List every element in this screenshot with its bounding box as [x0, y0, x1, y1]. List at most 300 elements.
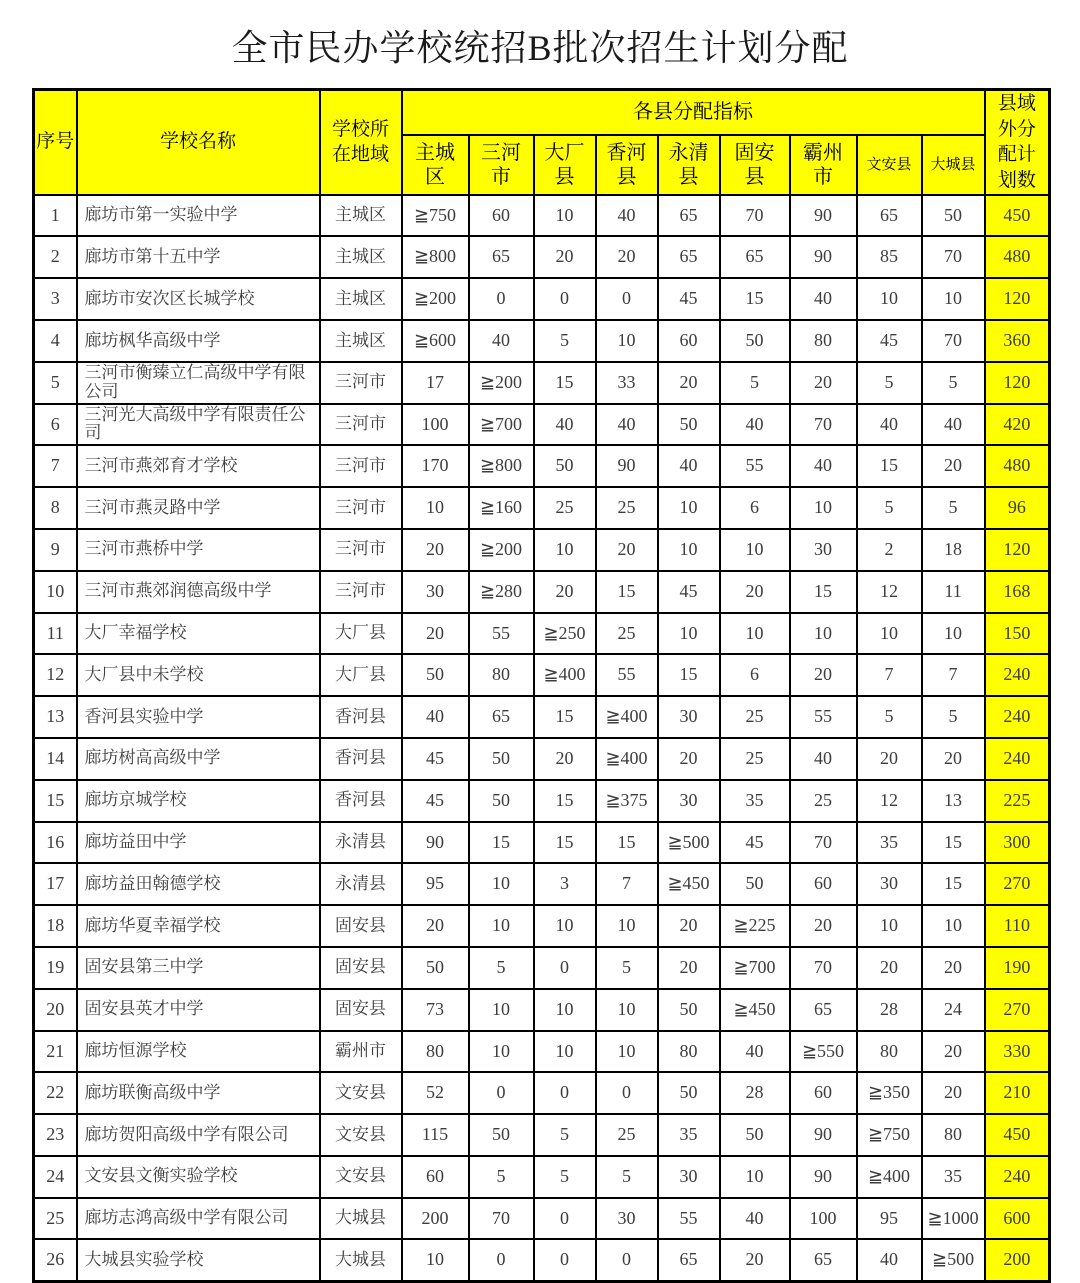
value-cell: 40 — [857, 404, 922, 446]
value-cell: ≧280 — [469, 571, 534, 613]
value-cell: 20 — [720, 1239, 790, 1281]
table-row — [34, 195, 1050, 237]
serial-cell: 15 — [34, 780, 77, 822]
plan-cell: 480 — [985, 445, 1050, 487]
value-cell: 25 — [790, 780, 857, 822]
value-cell: 0 — [469, 278, 534, 320]
serial-cell: 14 — [34, 738, 77, 780]
value-cell: ≧800 — [402, 236, 469, 278]
table-row — [34, 863, 1050, 905]
table-row — [34, 1114, 1050, 1156]
value-cell: 20 — [402, 905, 469, 947]
value-cell: 20 — [402, 613, 469, 655]
value-cell: 10 — [922, 905, 985, 947]
value-cell: 40 — [658, 445, 720, 487]
value-cell: 30 — [596, 1198, 658, 1240]
value-cell: 65 — [658, 195, 720, 237]
value-cell: 90 — [790, 195, 857, 237]
serial-cell: 3 — [34, 278, 77, 320]
value-cell: 10 — [922, 278, 985, 320]
value-cell: 25 — [596, 1114, 658, 1156]
plan-cell: 150 — [985, 613, 1050, 655]
header-county-5: 固安县 — [720, 135, 790, 195]
value-cell: 30 — [658, 780, 720, 822]
value-cell: 28 — [857, 989, 922, 1031]
school-name-cell: 廊坊华夏幸福学校 — [77, 905, 320, 947]
value-cell: 15 — [534, 362, 596, 404]
value-cell: 40 — [469, 320, 534, 362]
value-cell: 5 — [857, 362, 922, 404]
school-name-cell: 三河市燕郊育才学校 — [77, 445, 320, 487]
value-cell: 40 — [790, 738, 857, 780]
region-cell: 大厂县 — [320, 613, 402, 655]
header-county-2: 大厂县 — [534, 135, 596, 195]
value-cell: 6 — [720, 654, 790, 696]
value-cell: 55 — [596, 654, 658, 696]
table-row — [34, 905, 1050, 947]
region-cell: 主城区 — [320, 278, 402, 320]
table-header — [34, 90, 1050, 195]
serial-cell: 20 — [34, 989, 77, 1031]
value-cell: 80 — [790, 320, 857, 362]
table-row — [34, 1031, 1050, 1073]
value-cell: 90 — [790, 1156, 857, 1198]
value-cell: 24 — [922, 989, 985, 1031]
value-cell: 73 — [402, 989, 469, 1031]
value-cell: 10 — [534, 905, 596, 947]
value-cell: 90 — [790, 1114, 857, 1156]
header-out-of-county-plan: 县域外分配计划数 — [985, 90, 1050, 195]
plan-cell: 480 — [985, 236, 1050, 278]
serial-cell: 11 — [34, 613, 77, 655]
value-cell: 20 — [720, 571, 790, 613]
school-name-cell: 三河市衡臻立仁高级中学有限公司 — [77, 362, 320, 404]
value-cell: 10 — [534, 195, 596, 237]
value-cell: ≧500 — [922, 1239, 985, 1281]
value-cell: 12 — [857, 571, 922, 613]
value-cell: 45 — [720, 822, 790, 864]
school-name-cell: 廊坊贺阳高级中学有限公司 — [77, 1114, 320, 1156]
value-cell: 20 — [658, 905, 720, 947]
value-cell: 45 — [402, 780, 469, 822]
school-name-cell: 廊坊恒源学校 — [77, 1031, 320, 1073]
value-cell: 15 — [534, 780, 596, 822]
table-row — [34, 613, 1050, 655]
header-county-6: 霸州市 — [790, 135, 857, 195]
value-cell: ≧450 — [720, 989, 790, 1031]
header-school-name: 学校名称 — [77, 90, 320, 195]
value-cell: 20 — [534, 571, 596, 613]
value-cell: 28 — [720, 1072, 790, 1114]
value-cell: 15 — [534, 822, 596, 864]
value-cell: 10 — [534, 529, 596, 571]
value-cell: 90 — [596, 445, 658, 487]
value-cell: 20 — [596, 529, 658, 571]
value-cell: 50 — [720, 863, 790, 905]
value-cell: 100 — [402, 404, 469, 446]
value-cell: 60 — [658, 320, 720, 362]
serial-cell: 1 — [34, 195, 77, 237]
value-cell: 20 — [534, 738, 596, 780]
value-cell: 13 — [922, 780, 985, 822]
school-name-cell: 大厂幸福学校 — [77, 613, 320, 655]
value-cell: ≧375 — [596, 780, 658, 822]
value-cell: 55 — [790, 696, 857, 738]
value-cell: ≧750 — [402, 195, 469, 237]
header-county-group: 各县分配指标 — [402, 90, 985, 135]
plan-cell: 120 — [985, 278, 1050, 320]
table-row — [34, 1072, 1050, 1114]
value-cell: 95 — [402, 863, 469, 905]
serial-cell: 21 — [34, 1031, 77, 1073]
value-cell: 5 — [534, 1156, 596, 1198]
value-cell: 10 — [596, 989, 658, 1031]
serial-cell: 2 — [34, 236, 77, 278]
header-county-3: 香河县 — [596, 135, 658, 195]
value-cell: 20 — [922, 738, 985, 780]
plan-cell: 270 — [985, 989, 1050, 1031]
value-cell: 17 — [402, 362, 469, 404]
school-name-cell: 廊坊树高高级中学 — [77, 738, 320, 780]
region-cell: 文安县 — [320, 1072, 402, 1114]
value-cell: 65 — [469, 236, 534, 278]
value-cell: 10 — [596, 905, 658, 947]
table-row — [34, 320, 1050, 362]
value-cell: 20 — [534, 236, 596, 278]
value-cell: 15 — [658, 654, 720, 696]
value-cell: 25 — [596, 487, 658, 529]
value-cell: 3 — [534, 863, 596, 905]
region-cell: 香河县 — [320, 780, 402, 822]
value-cell: 20 — [790, 362, 857, 404]
region-cell: 大城县 — [320, 1198, 402, 1240]
value-cell: 40 — [596, 195, 658, 237]
serial-cell: 7 — [34, 445, 77, 487]
value-cell: 100 — [790, 1198, 857, 1240]
value-cell: ≧750 — [857, 1114, 922, 1156]
region-cell: 霸州市 — [320, 1031, 402, 1073]
value-cell: 95 — [857, 1198, 922, 1240]
value-cell: 45 — [658, 278, 720, 320]
value-cell: 10 — [857, 613, 922, 655]
value-cell: 40 — [596, 404, 658, 446]
serial-cell: 6 — [34, 404, 77, 446]
table-row — [34, 404, 1050, 446]
serial-cell: 13 — [34, 696, 77, 738]
region-cell: 大城县 — [320, 1239, 402, 1281]
value-cell: 5 — [720, 362, 790, 404]
table-row — [34, 1239, 1050, 1281]
value-cell: 85 — [857, 236, 922, 278]
value-cell: 7 — [922, 654, 985, 696]
value-cell: 10 — [469, 989, 534, 1031]
value-cell: 15 — [922, 863, 985, 905]
school-name-cell: 香河县实验中学 — [77, 696, 320, 738]
value-cell: ≧600 — [402, 320, 469, 362]
value-cell: ≧400 — [596, 738, 658, 780]
value-cell: 10 — [469, 863, 534, 905]
header-county-8: 大城县 — [922, 135, 985, 195]
plan-cell: 120 — [985, 362, 1050, 404]
value-cell: 80 — [469, 654, 534, 696]
value-cell: 15 — [790, 571, 857, 613]
value-cell: 0 — [534, 1239, 596, 1281]
value-cell: 80 — [402, 1031, 469, 1073]
value-cell: 10 — [534, 1031, 596, 1073]
value-cell: ≧225 — [720, 905, 790, 947]
plan-cell: 600 — [985, 1198, 1050, 1240]
plan-cell: 240 — [985, 696, 1050, 738]
value-cell: 70 — [469, 1198, 534, 1240]
header-county-0: 主城区 — [402, 135, 469, 195]
region-cell: 香河县 — [320, 696, 402, 738]
value-cell: 40 — [857, 1239, 922, 1281]
serial-cell: 26 — [34, 1239, 77, 1281]
school-name-cell: 三河市燕郊润德高级中学 — [77, 571, 320, 613]
value-cell: 115 — [402, 1114, 469, 1156]
plan-cell: 225 — [985, 780, 1050, 822]
value-cell: 55 — [658, 1198, 720, 1240]
value-cell: 40 — [720, 1198, 790, 1240]
region-cell: 固安县 — [320, 947, 402, 989]
header-school-region: 学校所在地域 — [320, 90, 402, 195]
region-cell: 主城区 — [320, 236, 402, 278]
value-cell: 20 — [922, 1031, 985, 1073]
value-cell: 20 — [922, 445, 985, 487]
value-cell: 30 — [658, 1156, 720, 1198]
region-cell: 三河市 — [320, 404, 402, 446]
school-name-cell: 固安县第三中学 — [77, 947, 320, 989]
region-cell: 大厂县 — [320, 654, 402, 696]
value-cell: 30 — [658, 696, 720, 738]
value-cell: 10 — [469, 905, 534, 947]
value-cell: 20 — [658, 738, 720, 780]
value-cell: 5 — [596, 1156, 658, 1198]
table-row — [34, 236, 1050, 278]
value-cell: 20 — [790, 905, 857, 947]
value-cell: 5 — [922, 696, 985, 738]
value-cell: 30 — [790, 529, 857, 571]
value-cell: 5 — [922, 362, 985, 404]
value-cell: 5 — [469, 1156, 534, 1198]
table-row — [34, 1198, 1050, 1240]
value-cell: ≧200 — [402, 278, 469, 320]
region-cell: 三河市 — [320, 487, 402, 529]
value-cell: 0 — [469, 1239, 534, 1281]
value-cell: 40 — [922, 404, 985, 446]
plan-cell: 240 — [985, 738, 1050, 780]
value-cell: 33 — [596, 362, 658, 404]
value-cell: 50 — [534, 445, 596, 487]
value-cell: 45 — [857, 320, 922, 362]
table-row — [34, 654, 1050, 696]
serial-cell: 4 — [34, 320, 77, 362]
serial-cell: 5 — [34, 362, 77, 404]
value-cell: ≧400 — [857, 1156, 922, 1198]
plan-cell: 190 — [985, 947, 1050, 989]
value-cell: 30 — [857, 863, 922, 905]
region-cell: 三河市 — [320, 362, 402, 404]
value-cell: 45 — [402, 738, 469, 780]
plan-cell: 330 — [985, 1031, 1050, 1073]
serial-cell: 17 — [34, 863, 77, 905]
value-cell: 35 — [857, 822, 922, 864]
value-cell: 55 — [469, 613, 534, 655]
table-row — [34, 822, 1050, 864]
value-cell: 11 — [922, 571, 985, 613]
value-cell: 45 — [658, 571, 720, 613]
value-cell: 25 — [720, 738, 790, 780]
value-cell: 20 — [857, 738, 922, 780]
value-cell: 60 — [790, 1072, 857, 1114]
value-cell: 50 — [720, 320, 790, 362]
value-cell: 15 — [922, 822, 985, 864]
value-cell: 90 — [790, 236, 857, 278]
value-cell: 60 — [402, 1156, 469, 1198]
region-cell: 固安县 — [320, 989, 402, 1031]
school-name-cell: 三河市燕桥中学 — [77, 529, 320, 571]
value-cell: 65 — [658, 1239, 720, 1281]
value-cell: 170 — [402, 445, 469, 487]
value-cell: 0 — [534, 1198, 596, 1240]
plan-cell: 300 — [985, 822, 1050, 864]
serial-cell: 25 — [34, 1198, 77, 1240]
plan-cell: 168 — [985, 571, 1050, 613]
value-cell: ≧550 — [790, 1031, 857, 1073]
plan-cell: 240 — [985, 1156, 1050, 1198]
value-cell: 0 — [596, 1072, 658, 1114]
value-cell: 50 — [658, 404, 720, 446]
table-row — [34, 487, 1050, 529]
value-cell: 70 — [790, 947, 857, 989]
value-cell: 10 — [658, 613, 720, 655]
serial-cell: 22 — [34, 1072, 77, 1114]
value-cell: 200 — [402, 1198, 469, 1240]
value-cell: 20 — [857, 947, 922, 989]
value-cell: 50 — [658, 989, 720, 1031]
value-cell: 40 — [720, 1031, 790, 1073]
serial-cell: 12 — [34, 654, 77, 696]
region-cell: 文安县 — [320, 1156, 402, 1198]
header-county-7: 文安县 — [857, 135, 922, 195]
value-cell: ≧400 — [534, 654, 596, 696]
value-cell: 0 — [596, 278, 658, 320]
value-cell: 10 — [596, 1031, 658, 1073]
value-cell: 10 — [596, 320, 658, 362]
value-cell: 50 — [402, 947, 469, 989]
value-cell: 5 — [857, 487, 922, 529]
value-cell: 70 — [720, 195, 790, 237]
region-cell: 文安县 — [320, 1114, 402, 1156]
school-name-cell: 廊坊益田翰德学校 — [77, 863, 320, 905]
value-cell: 10 — [720, 529, 790, 571]
table-row — [34, 362, 1050, 404]
value-cell: 40 — [720, 404, 790, 446]
value-cell: 65 — [720, 236, 790, 278]
region-cell: 三河市 — [320, 445, 402, 487]
value-cell: 10 — [922, 613, 985, 655]
value-cell: 80 — [857, 1031, 922, 1073]
school-name-cell: 廊坊志鸿高级中学有限公司 — [77, 1198, 320, 1240]
serial-cell: 16 — [34, 822, 77, 864]
value-cell: 50 — [469, 738, 534, 780]
serial-cell: 8 — [34, 487, 77, 529]
value-cell: 5 — [534, 1114, 596, 1156]
value-cell: 50 — [469, 1114, 534, 1156]
value-cell: ≧700 — [720, 947, 790, 989]
value-cell: 0 — [534, 947, 596, 989]
value-cell: 15 — [596, 822, 658, 864]
value-cell: ≧700 — [469, 404, 534, 446]
plan-cell: 240 — [985, 654, 1050, 696]
value-cell: 10 — [720, 1156, 790, 1198]
value-cell: 20 — [922, 1072, 985, 1114]
value-cell: 65 — [658, 236, 720, 278]
value-cell: 65 — [857, 195, 922, 237]
school-name-cell: 廊坊市安次区长城学校 — [77, 278, 320, 320]
value-cell: ≧400 — [596, 696, 658, 738]
plan-cell: 96 — [985, 487, 1050, 529]
value-cell: 65 — [790, 1239, 857, 1281]
value-cell: 0 — [534, 278, 596, 320]
page-title: 全市民办学校统招B批次招生计划分配 — [231, 28, 849, 68]
table-row — [34, 278, 1050, 320]
plan-cell: 270 — [985, 863, 1050, 905]
plan-cell: 110 — [985, 905, 1050, 947]
value-cell: 70 — [922, 320, 985, 362]
value-cell: ≧250 — [534, 613, 596, 655]
value-cell: 52 — [402, 1072, 469, 1114]
table-row — [34, 696, 1050, 738]
table-row — [34, 780, 1050, 822]
value-cell: ≧200 — [469, 529, 534, 571]
plan-cell: 450 — [985, 1114, 1050, 1156]
value-cell: 5 — [534, 320, 596, 362]
value-cell: 5 — [596, 947, 658, 989]
header-county-4: 永清县 — [658, 135, 720, 195]
header-county-1: 三河市 — [469, 135, 534, 195]
value-cell: 35 — [720, 780, 790, 822]
value-cell: 2 — [857, 529, 922, 571]
value-cell: 40 — [790, 278, 857, 320]
value-cell: 0 — [469, 1072, 534, 1114]
value-cell: 20 — [402, 529, 469, 571]
region-cell: 三河市 — [320, 571, 402, 613]
table-row — [34, 1156, 1050, 1198]
school-name-cell: 文安县文衡实验学校 — [77, 1156, 320, 1198]
value-cell: 20 — [658, 947, 720, 989]
value-cell: 50 — [469, 780, 534, 822]
value-cell: 5 — [922, 487, 985, 529]
school-name-cell: 廊坊枫华高级中学 — [77, 320, 320, 362]
value-cell: 50 — [658, 1072, 720, 1114]
value-cell: 10 — [534, 989, 596, 1031]
value-cell: 50 — [402, 654, 469, 696]
plan-cell: 210 — [985, 1072, 1050, 1114]
value-cell: 20 — [922, 947, 985, 989]
value-cell: 10 — [790, 487, 857, 529]
value-cell: 15 — [720, 278, 790, 320]
school-name-cell: 三河市燕灵路中学 — [77, 487, 320, 529]
value-cell: 50 — [922, 195, 985, 237]
school-name-cell: 廊坊联衡高级中学 — [77, 1072, 320, 1114]
value-cell: 55 — [720, 445, 790, 487]
region-cell: 主城区 — [320, 195, 402, 237]
allocation-table — [32, 88, 1051, 1283]
value-cell: 0 — [534, 1072, 596, 1114]
value-cell: ≧350 — [857, 1072, 922, 1114]
value-cell: 18 — [922, 529, 985, 571]
